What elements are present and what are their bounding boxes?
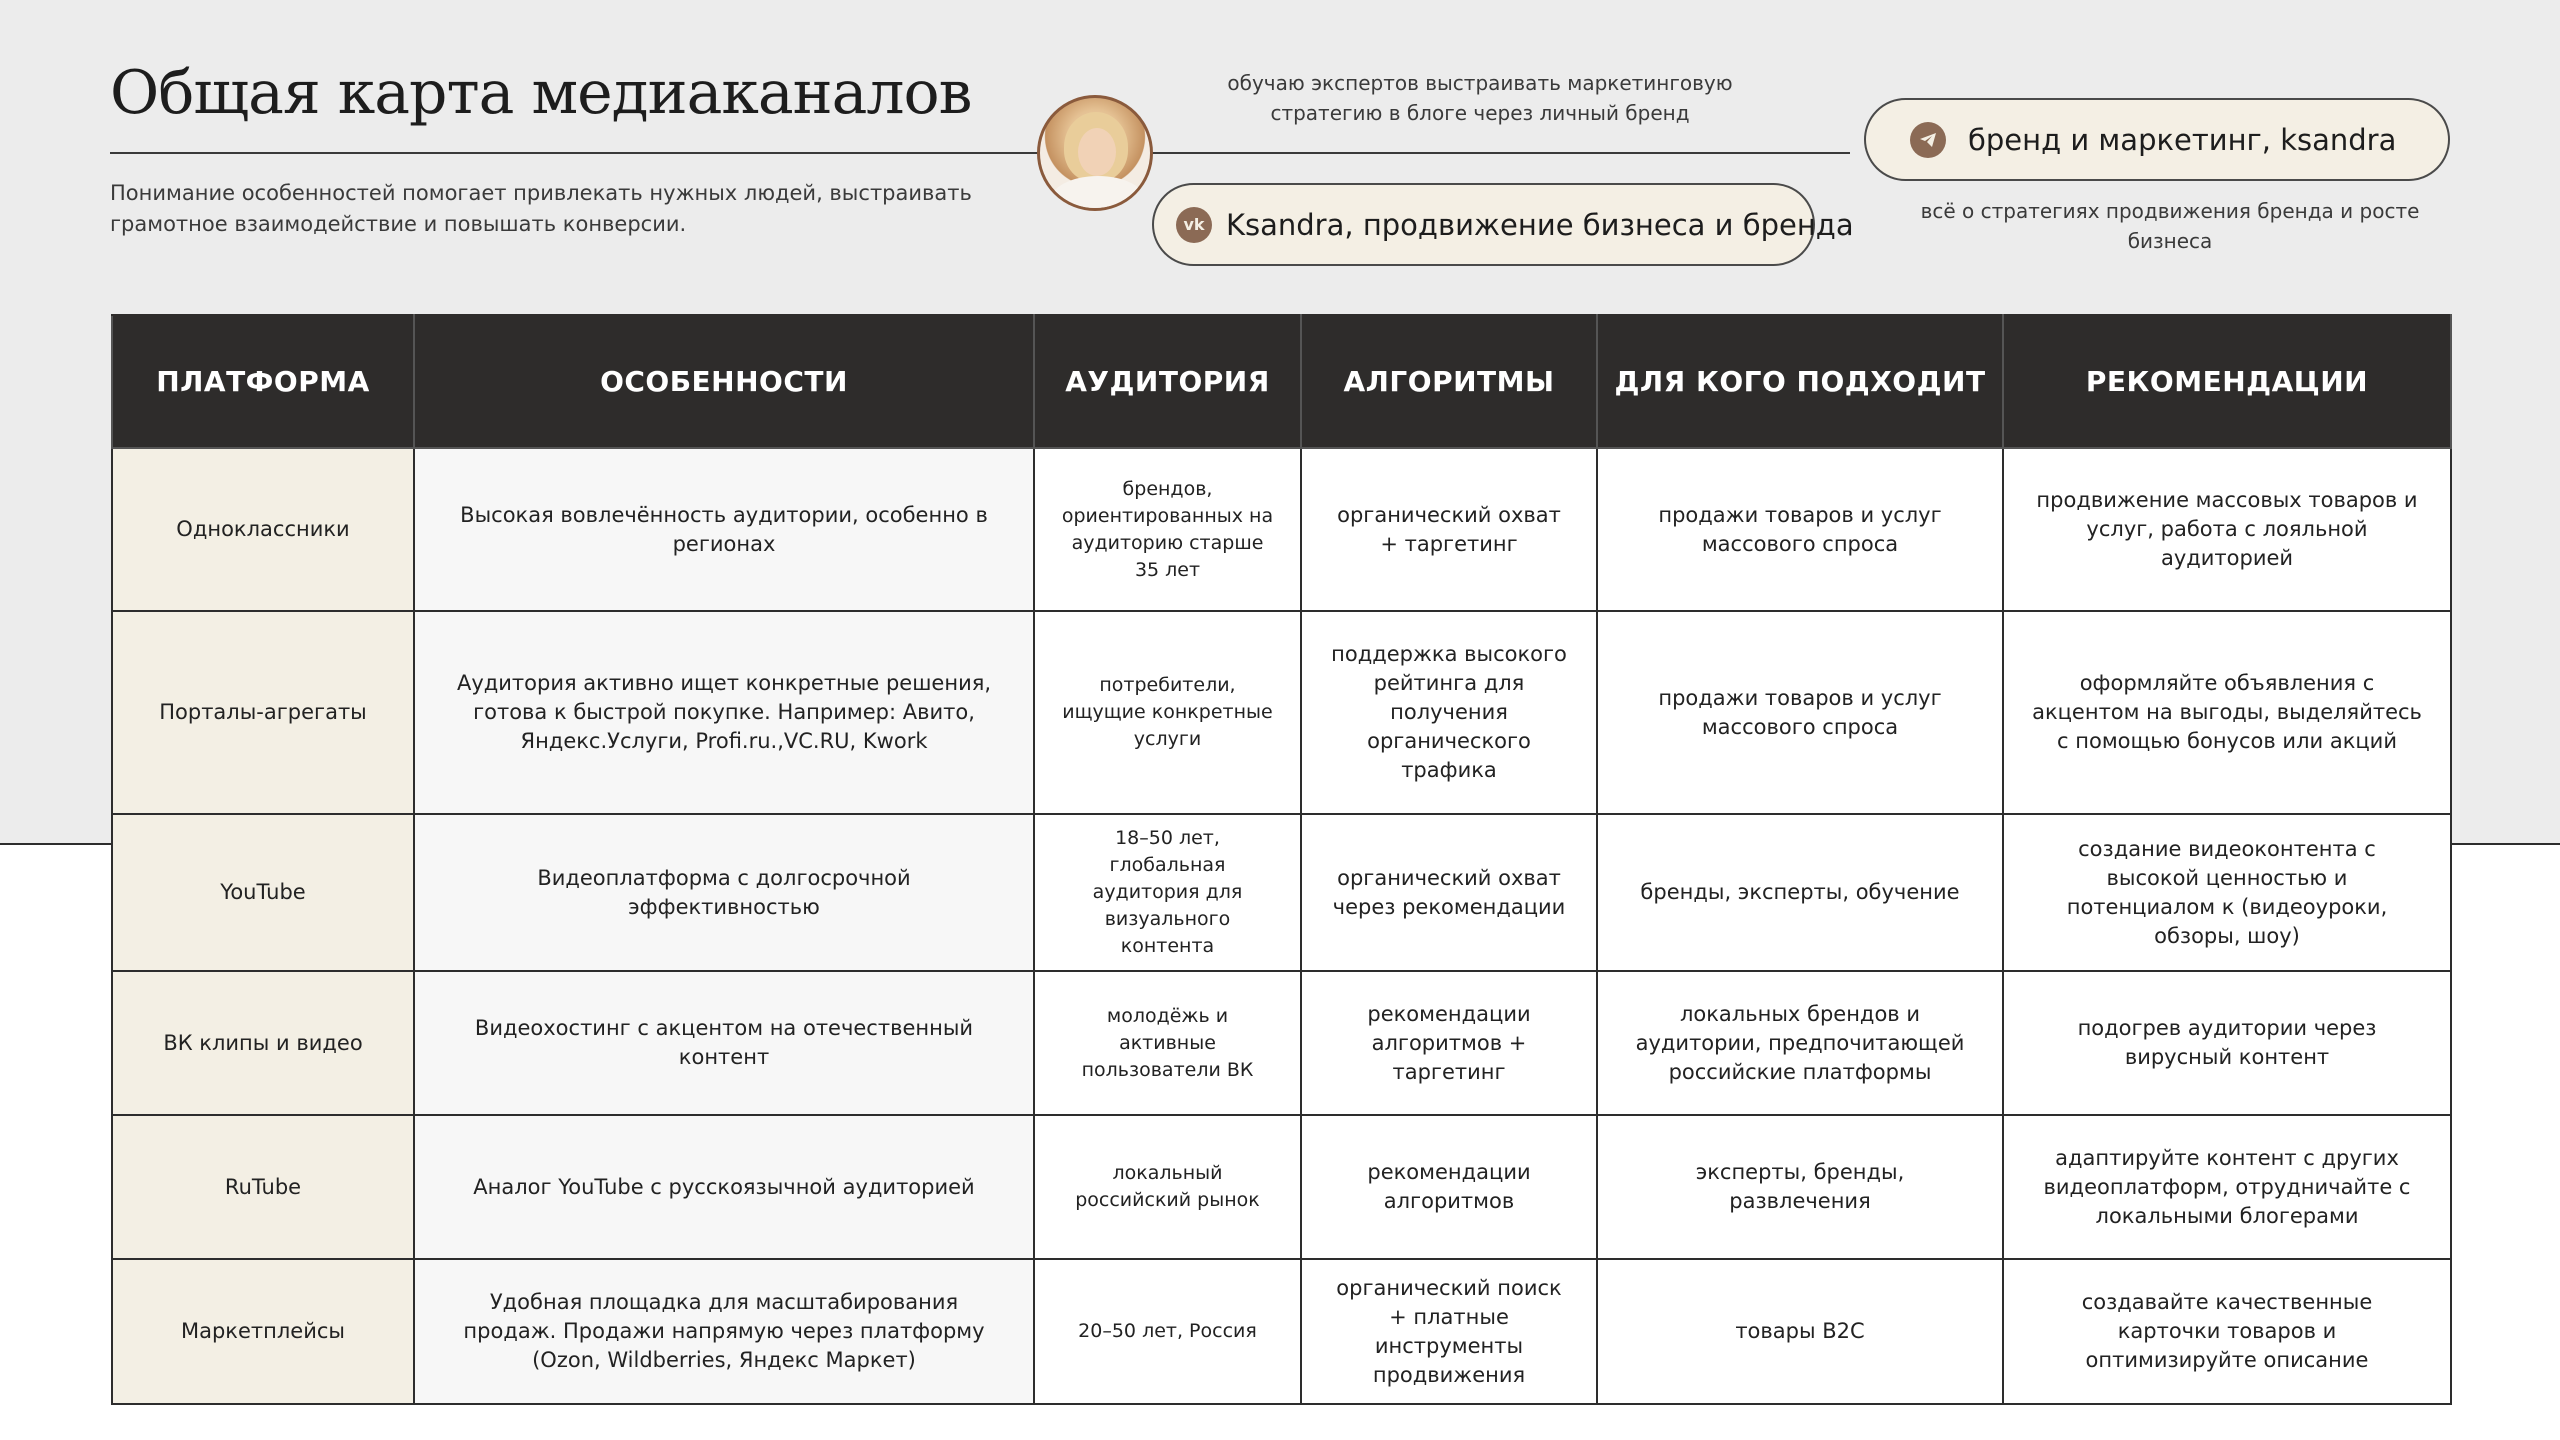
cell-algorithms: органический охват + таргетинг bbox=[1301, 448, 1597, 611]
media-channels-table bbox=[111, 314, 2452, 1405]
table-row bbox=[112, 611, 2451, 814]
header-features: ОСОБЕННОСТИ bbox=[414, 315, 1034, 448]
cell-audience: молодёжь и активные пользователи ВК bbox=[1034, 971, 1301, 1115]
cell-features: Удобная площадка для масштабирования продаж. Продажи напрямую через платформу (Ozon, Wildberries, Яндекс Маркет) bbox=[414, 1259, 1034, 1404]
cell-fit: локальных брендов и аудитории, предпочитающей российские платформы bbox=[1597, 971, 2003, 1115]
cell-audience: 18–50 лет, глобальная аудитория для визуального контента bbox=[1034, 814, 1301, 971]
cell-recommendations: оформляйте объявления с акцентом на выгоды, выделяйтесь с помощью бонусов или акций bbox=[2003, 611, 2451, 814]
cell-algorithms: рекомендации алгоритмов bbox=[1301, 1115, 1597, 1259]
avatar[interactable] bbox=[1037, 95, 1153, 211]
divider-right bbox=[1150, 152, 1850, 154]
vk-channel-label: Ksandra, продвижение бизнеса и бренда bbox=[1226, 207, 1854, 242]
cell-recommendations: создание видеоконтента с высокой ценностью и потенциалом к (видеоуроки, обзоры, шоу) bbox=[2003, 814, 2451, 971]
table-header-row bbox=[112, 315, 2451, 448]
cell-fit: продажи товаров и услуг массового спроса bbox=[1597, 448, 2003, 611]
cell-features: Видеохостинг с акцентом на отечественный контент bbox=[414, 971, 1034, 1115]
section-divider-right bbox=[2449, 843, 2560, 845]
page-subtitle: Понимание особенностей помогает привлекать нужных людей, выстраивать грамотное взаимодействие и повышать конверсии. bbox=[110, 181, 972, 236]
cell-audience: локальный российский рынок bbox=[1034, 1115, 1301, 1259]
header-recommendations: РЕКОМЕНДАЦИИ bbox=[2003, 315, 2451, 448]
cell-algorithms: рекомендации алгоритмов + таргетинг bbox=[1301, 971, 1597, 1115]
cell-algorithms: органический охват через рекомендации bbox=[1301, 814, 1597, 971]
cell-audience: потребители, ищущие конкретные услуги bbox=[1034, 611, 1301, 814]
cell-audience: брендов, ориентированных на аудиторию старше 35 лет bbox=[1034, 448, 1301, 611]
header-fit: ДЛЯ КОГО ПОДХОДИТ bbox=[1597, 315, 2003, 448]
divider-left bbox=[110, 152, 1040, 154]
cell-features: Аудитория активно ищет конкретные решения, готова к быстрой покупке. Например: Авито, Яндекс.Услуги, Profi.ru.,VC.RU, Kwork bbox=[414, 611, 1034, 814]
table-row bbox=[112, 448, 2451, 611]
cell-fit: бренды, эксперты, обучение bbox=[1597, 814, 2003, 971]
vk-icon: vk bbox=[1176, 207, 1212, 243]
cell-recommendations: подогрев аудитории через вирусный контент bbox=[2003, 971, 2451, 1115]
cell-recommendations: продвижение массовых товаров и услуг, работа с лояльной аудиторией bbox=[2003, 448, 2451, 611]
telegram-channel-link[interactable] bbox=[1864, 98, 2450, 181]
vk-channel-link[interactable] bbox=[1152, 183, 1854, 266]
cell-recommendations: создавайте качественные карточки товаров и оптимизируйте описание bbox=[2003, 1259, 2451, 1404]
cell-features: Аналог YouTube с русскоязычной аудиторией bbox=[414, 1115, 1034, 1259]
table-row bbox=[112, 971, 2451, 1115]
cell-platform: Порталы-агрегаты bbox=[112, 611, 414, 814]
table-row bbox=[112, 1259, 2451, 1404]
header-audience: АУДИТОРИЯ bbox=[1034, 315, 1301, 448]
cell-features: Высокая вовлечённость аудитории, особенно в регионах bbox=[414, 448, 1034, 611]
cell-fit: товары B2C bbox=[1597, 1259, 2003, 1404]
cell-fit: эксперты, бренды, развлечения bbox=[1597, 1115, 2003, 1259]
author-tagline: обучаю экспертов выстраивать маркетинговую стратегию в блоге через личный бренд bbox=[1227, 71, 1733, 125]
cell-audience: 20–50 лет, Россия bbox=[1034, 1259, 1301, 1404]
section-divider-left bbox=[0, 843, 112, 845]
telegram-channel-label: бренд и маркетинг, ksandra bbox=[1968, 122, 2397, 157]
cell-platform: YouTube bbox=[112, 814, 414, 971]
cell-platform: ВК клипы и видео bbox=[112, 971, 414, 1115]
cell-platform: RuTube bbox=[112, 1115, 414, 1259]
telegram-icon bbox=[1910, 122, 1946, 158]
page-title: Общая карта медиаканалов bbox=[110, 58, 972, 128]
cell-algorithms: поддержка высокого рейтинга для получения органического трафика bbox=[1301, 611, 1597, 814]
telegram-channel-note: всё о стратегиях продвижения бренда и росте бизнеса bbox=[1920, 199, 2420, 253]
cell-recommendations: адаптируйте контент с других видеоплатформ, отрудничайте с локальными блогерами bbox=[2003, 1115, 2451, 1259]
table-row bbox=[112, 1115, 2451, 1259]
cell-fit: продажи товаров и услуг массового спроса bbox=[1597, 611, 2003, 814]
cell-algorithms: органический поиск + платные инструменты продвижения bbox=[1301, 1259, 1597, 1404]
header-algorithms: АЛГОРИТМЫ bbox=[1301, 315, 1597, 448]
cell-platform: Одноклассники bbox=[112, 448, 414, 611]
table-row bbox=[112, 814, 2451, 971]
header-platform: ПЛАТФОРМА bbox=[112, 315, 414, 448]
cell-features: Видеоплатформа с долгосрочной эффективностью bbox=[414, 814, 1034, 971]
cell-platform: Маркетплейсы bbox=[112, 1259, 414, 1404]
